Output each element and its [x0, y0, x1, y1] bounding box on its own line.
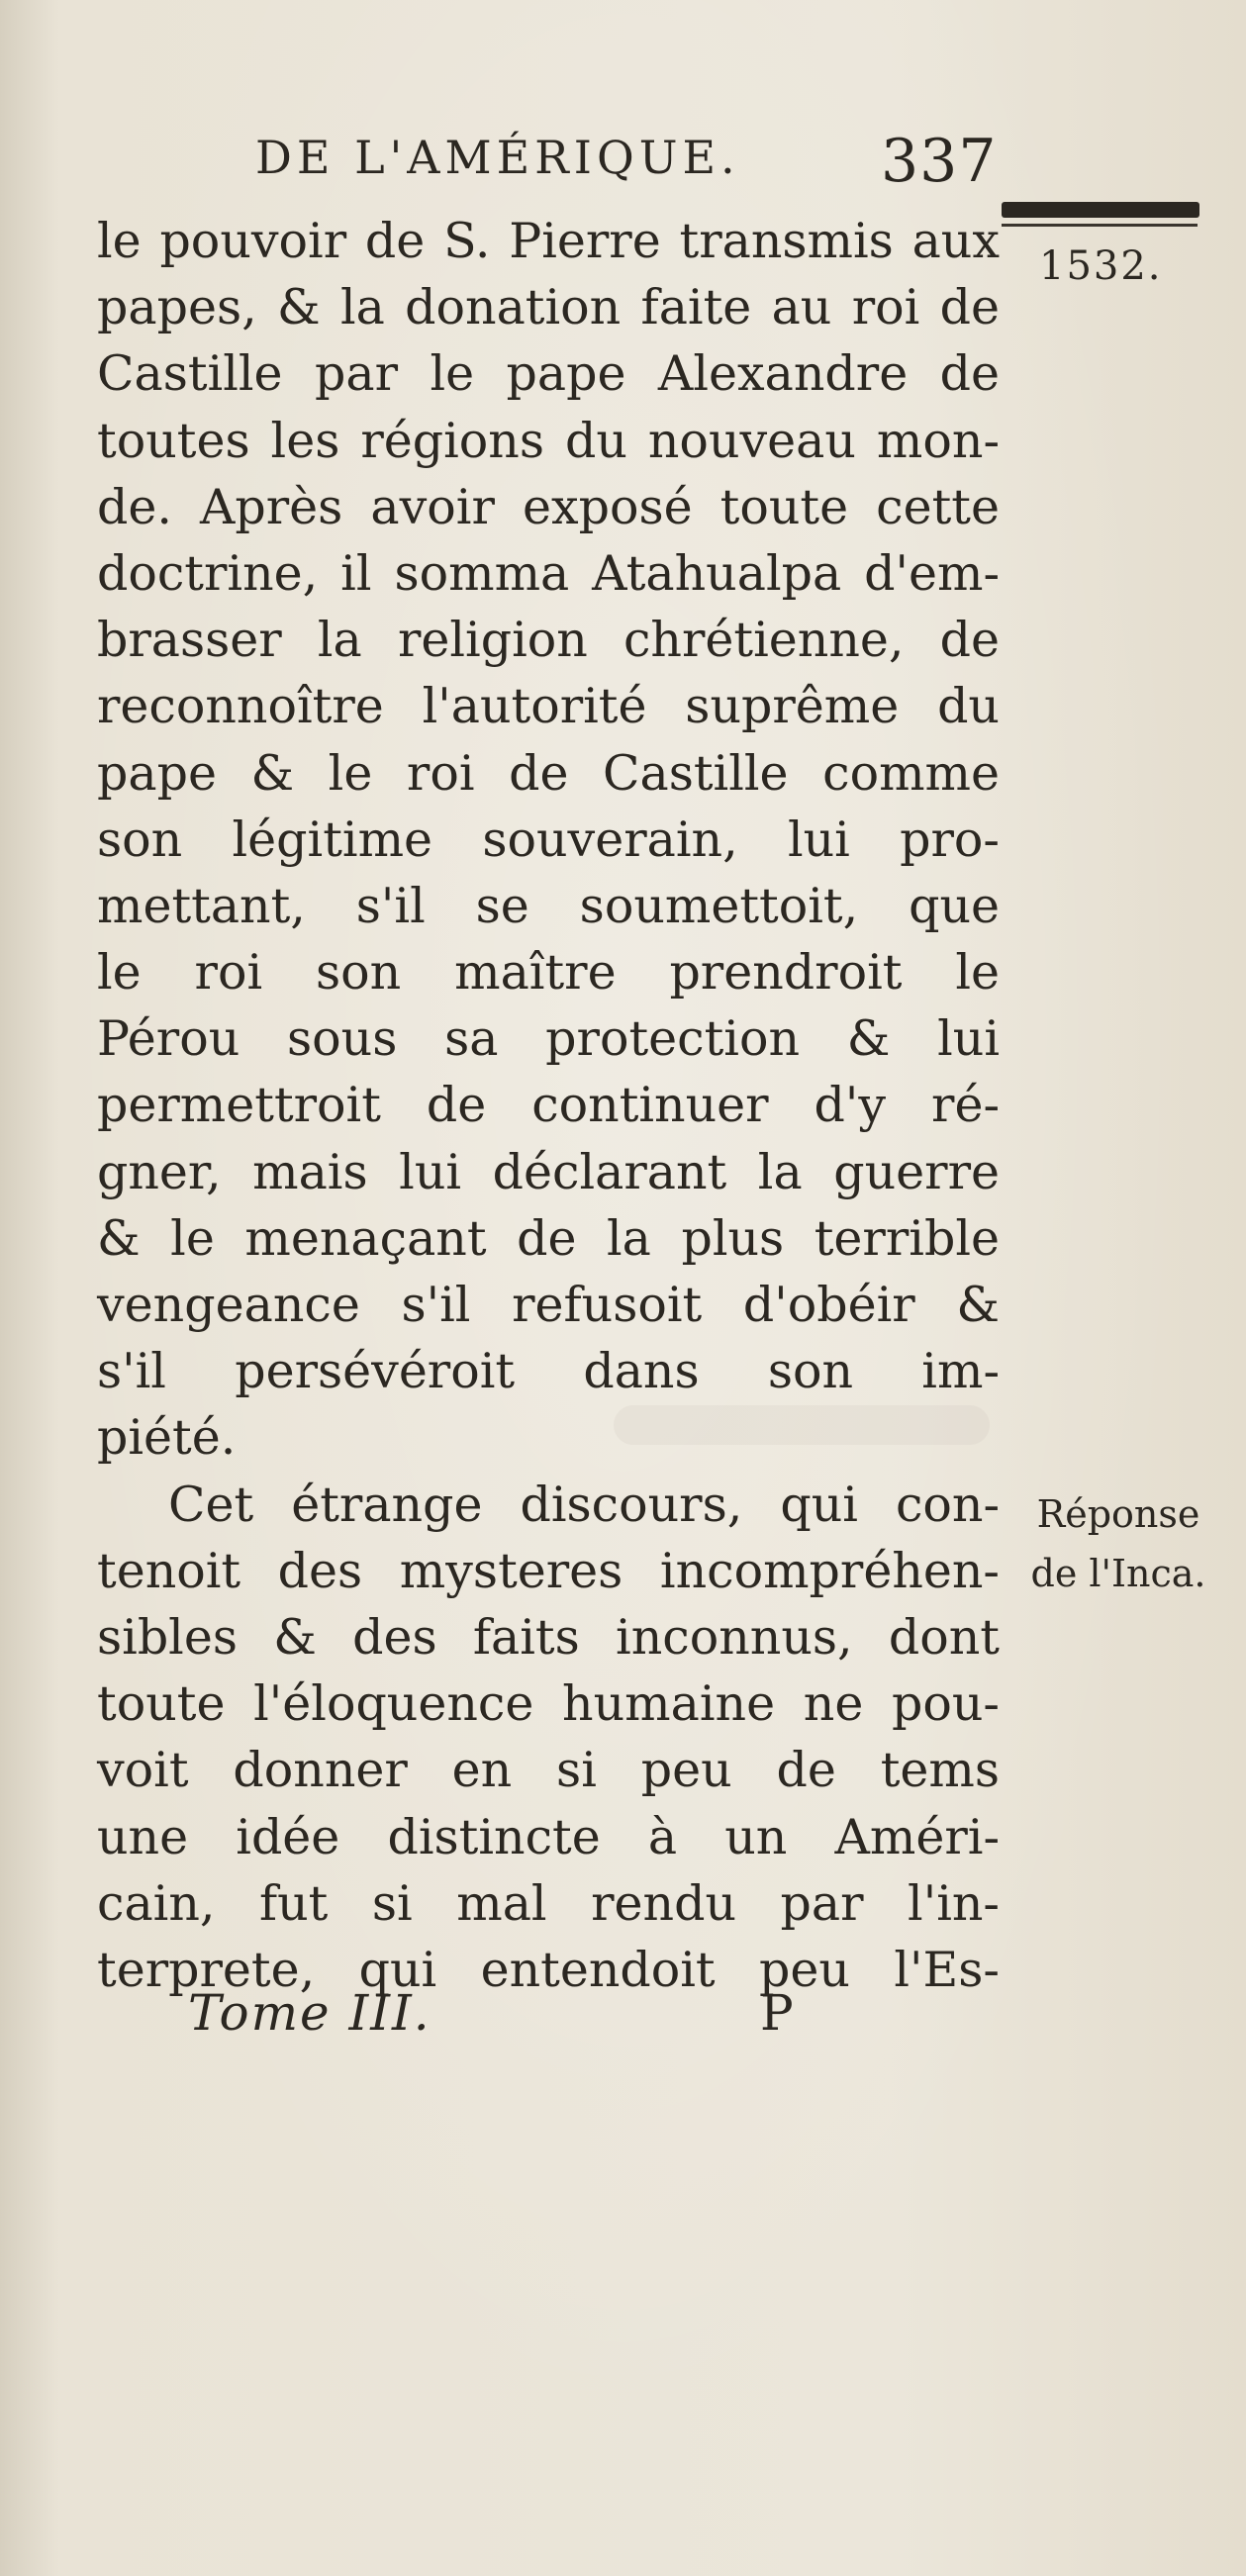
footer-signature: P	[760, 1984, 794, 2042]
page-number: 337	[881, 127, 998, 196]
text-line: terprete, qui entendoit peu l'Es-	[97, 1941, 1000, 1998]
text-line: le roi son maître prendroit le	[97, 944, 1000, 1002]
text-line: brasser la religion chrétienne, de	[97, 612, 1000, 669]
text-line: une idée distincte à un Améri-	[97, 1808, 1000, 1865]
text-line: toute l'éloquence humaine ne pou-	[97, 1675, 1000, 1733]
running-header	[255, 127, 1007, 196]
text-line: vengeance s'il refusoit d'obéir &	[97, 1277, 1000, 1333]
text-line: toutes les régions du nouveau mon-	[97, 412, 1000, 469]
text-line: Castille par le pape Alexandre de	[97, 345, 1000, 403]
header-rule	[1002, 202, 1199, 218]
text-line: piété.	[97, 1409, 237, 1467]
text-line: gner, mais lui déclarant la guerre	[97, 1143, 1000, 1200]
text-line: reconnoître l'autorité suprême du	[97, 678, 1000, 735]
margin-note-line: de l'Inca.	[1030, 1552, 1206, 1595]
text-line: sibles & des faits inconnus, dont	[97, 1608, 1000, 1666]
text-line: s'il persévéroit dans son im-	[97, 1343, 1000, 1400]
margin-year: 1532.	[1039, 243, 1163, 289]
footer-volume: Tome III.	[188, 1984, 431, 2042]
text-line: permettroit de continuer d'y ré-	[97, 1077, 1000, 1134]
text-line: le pouvoir de S. Pierre transmis aux	[97, 213, 1000, 269]
running-title: DE L'AMÉRIQUE.	[255, 131, 740, 184]
text-line: voit donner en si peu de tems	[97, 1742, 1000, 1799]
margin-note-line: Réponse	[1036, 1492, 1200, 1536]
text-line: Pérou sous sa protection & lui	[97, 1010, 1000, 1068]
text-line: Cet étrange discours, qui con-	[168, 1476, 1000, 1533]
text-line: tenoit des mysteres incompréhen-	[97, 1542, 1000, 1599]
header-rule-thin	[1002, 224, 1198, 227]
text-line: papes, & la donation faite au roi de	[97, 279, 1000, 336]
text-line: doctrine, il somma Atahualpa d'em-	[97, 544, 1000, 602]
text-line: & le menaçant de la plus terrible	[97, 1209, 1000, 1267]
body-text	[97, 208, 1000, 2003]
text-line: de. Après avoir exposé toute cette	[97, 478, 1000, 535]
text-line: pape & le roi de Castille comme	[97, 744, 1000, 802]
margin-note	[1019, 1484, 1217, 1603]
text-line: cain, fut si mal rendu par l'in-	[97, 1874, 1000, 1932]
text-line: son légitime souverain, lui pro-	[97, 811, 1000, 868]
text-line: mettant, s'il se soumettoit, que	[97, 877, 1000, 934]
